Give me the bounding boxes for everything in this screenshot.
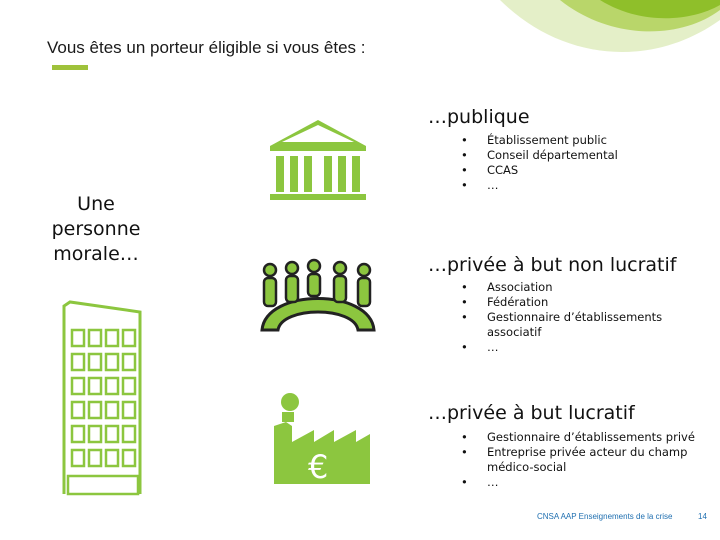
- list-item: • Fédération: [461, 295, 549, 309]
- header-swoosh-decoration: [0, 0, 720, 120]
- list-item: • …: [461, 340, 499, 354]
- list-item: • Établissement public: [461, 133, 607, 147]
- bullet-icon: •: [461, 430, 468, 444]
- category-heading-profit: …privée à but lucratif: [428, 402, 635, 424]
- bullet-icon: •: [461, 310, 468, 324]
- bullet-icon: •: [461, 163, 468, 177]
- list-item: • …: [461, 178, 499, 192]
- bullet-icon: •: [461, 178, 468, 192]
- list-item: • Gestionnaire d’établissements privé: [461, 430, 695, 444]
- slide-title: Vous êtes un porteur éligible si vous êtes :: [47, 38, 366, 57]
- category-heading-nonprofit: …privée à but non lucratif: [428, 254, 677, 276]
- category-list-public: [461, 133, 687, 193]
- bullet-icon: •: [461, 280, 468, 294]
- left-label: Une personne morale…: [51, 193, 141, 265]
- list-item: • Entreprise privée acteur du champ médico-social: [461, 445, 688, 474]
- bullet-icon: •: [461, 295, 468, 309]
- category-heading-public: …publique: [428, 106, 530, 128]
- building-columns-icon: [266, 118, 370, 202]
- bullet-icon: •: [461, 445, 468, 459]
- category-list-nonprofit: [461, 280, 677, 355]
- people-group-icon: [258, 258, 378, 332]
- list-item: • Association: [461, 280, 553, 294]
- list-item: • CCAS: [461, 163, 519, 177]
- footer-text: CNSA AAP Enseignements de la crise: [537, 512, 673, 521]
- bullet-icon: •: [461, 148, 468, 162]
- list-item: • …: [461, 475, 499, 489]
- office-building-icon: [60, 300, 144, 496]
- list-item: • Conseil départemental: [461, 148, 618, 162]
- euro-symbol: €: [308, 448, 329, 486]
- bullet-icon: •: [461, 475, 468, 489]
- category-list-profit: [461, 430, 697, 490]
- list-item: • Gestionnaire d’établissements associatif: [461, 310, 663, 339]
- title-underline: [52, 65, 88, 70]
- bullet-icon: •: [461, 133, 468, 147]
- bullet-icon: •: [461, 340, 468, 354]
- page-number: 14: [698, 512, 707, 521]
